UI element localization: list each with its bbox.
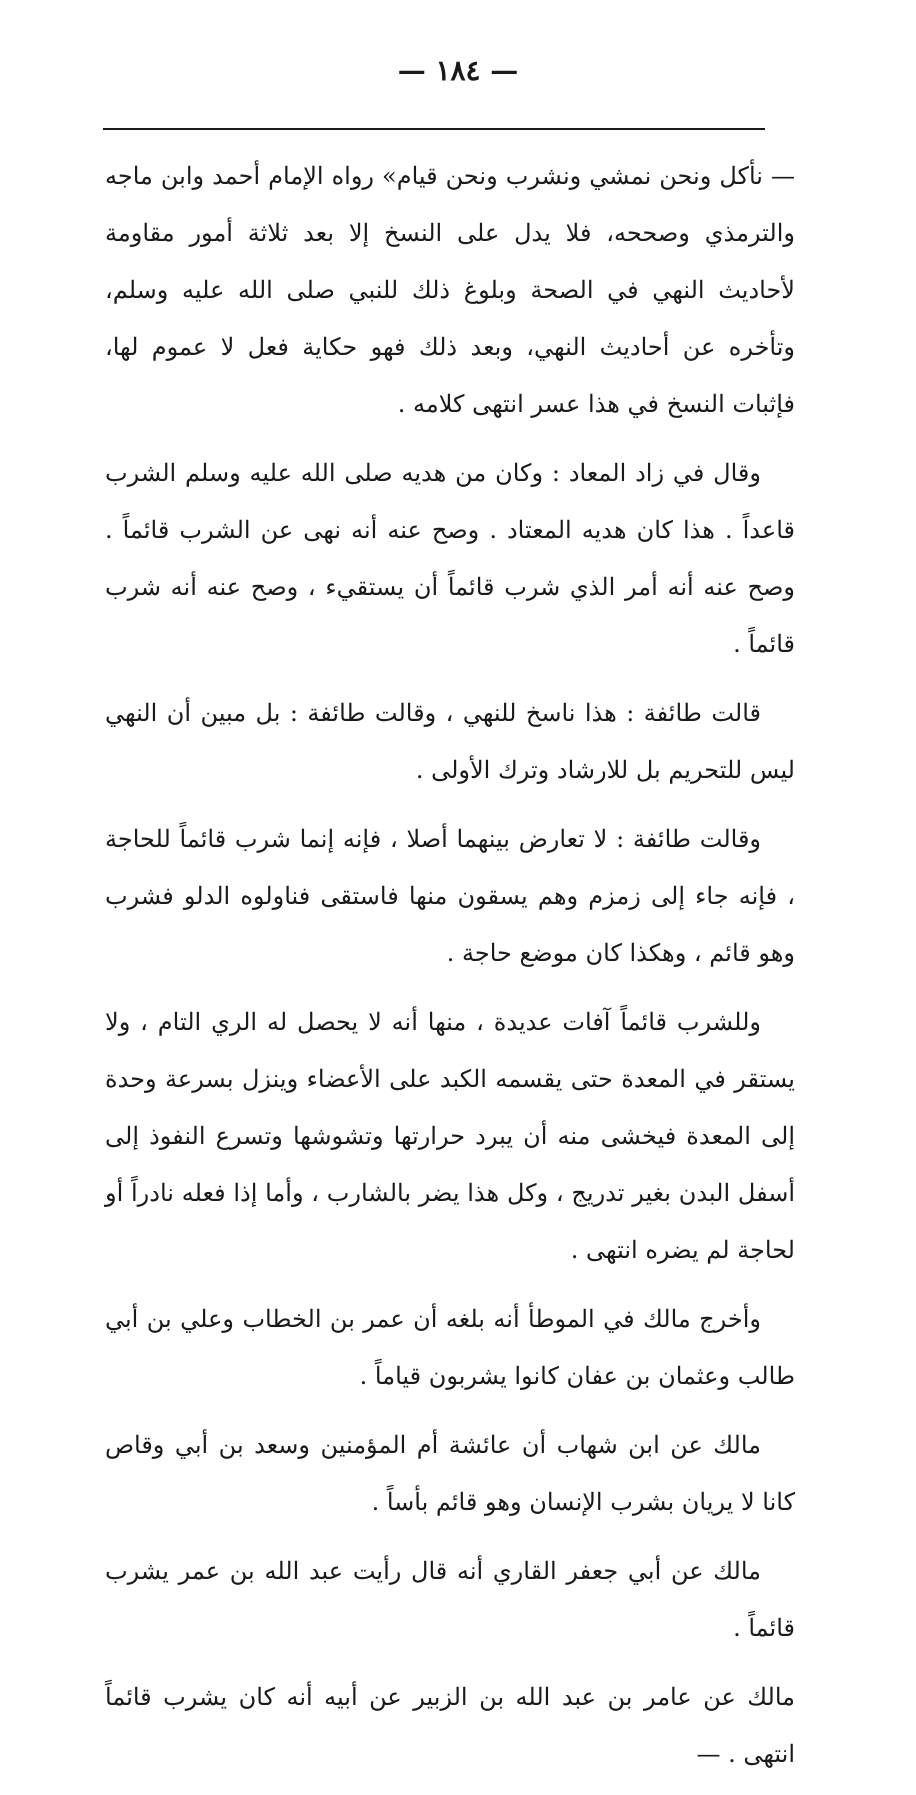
paragraph-abu-jafar: مالك عن أبي جعفر القاري أنه قال رأيت عبد الله بن عمر يشرب قائماً . bbox=[105, 1557, 795, 1642]
paragraph-first-group: قالت طائفة : هذا ناسخ للنهي ، وقالت طائفة : بل مبين أن النهي ليس للتحريم بل للارشاد وترك الأولى . bbox=[105, 699, 795, 784]
header-rule bbox=[103, 128, 765, 130]
paragraph-amir: مالك عن عامر بن عبد الله بن الزبير عن أبيه أنه كان يشرب قائماً انتهى . — bbox=[105, 1683, 795, 1768]
paragraph-continuation: — نأكل ونحن نمشي ونشرب ونحن قيام» رواه الإمام أحمد وابن ماجه والترمذي وصححه، فلا يدل على النسخ إلا بعد ثلاثة أمور مقاومة لأحاديث النهي في الصحة وبلوغ ذلك للنبي صلى الله عليه وسلم، وتأخره عن أحاديث النهي، وبعد ذلك فهو حكاية فعل لا عموم لها، فإثبات النسخ في هذا عسر انتهى كلامه . bbox=[105, 162, 795, 418]
paragraph-second-group: وقالت طائفة : لا تعارض بينهما أصلا ، فإنه إنما شرب قائماً للحاجة ، فإنه جاء إلى زمزم وهم يسقون منها فاستقى فناولوه الدلو فشرب وهو قائم ، وهكذا كان موضع حاجة . bbox=[105, 825, 795, 967]
body-text bbox=[105, 148, 795, 1795]
paragraph-harms: وللشرب قائماً آفات عديدة ، منها أنه لا يحصل له الري التام ، ولا يستقر في المعدة حتى يقسمه الكبد على الأعضاء وينزل بسرعة وحدة إلى المعدة فيخشى منه أن يبرد حرارتها وتشوشها وتسرع النفوذ إلى أسفل البدن بغير تدريج ، وكل هذا يضر بالشارب ، وأما إذا فعله نادراً أو لحاجة لم يضره انتهى . bbox=[105, 1008, 795, 1264]
paragraph-ibn-shihab: مالك عن ابن شهاب أن عائشة أم المؤمنين وسعد بن أبي وقاص كانا لا يريان بشرب الإنسان وهو قائم بأساً . bbox=[105, 1431, 795, 1516]
page-number: — ١٨٤ — bbox=[397, 54, 519, 87]
paragraph-zad-al-maad: وقال في زاد المعاد : وكان من هديه صلى الله عليه وسلم الشرب قاعداً . هذا كان هديه المعتاد . وصح عنه أنه نهى عن الشرب قائماً . وصح عنه أنه أمر الذي شرب قائماً أن يستقيء ، وصح عنه أنه شرب قائماً . bbox=[105, 459, 795, 658]
paragraph-muwatta: وأخرج مالك في الموطأ أنه بلغه أن عمر بن الخطاب وعلي بن أبي طالب وعثمان بن عفان كانوا يشربون قياماً . bbox=[105, 1305, 795, 1390]
